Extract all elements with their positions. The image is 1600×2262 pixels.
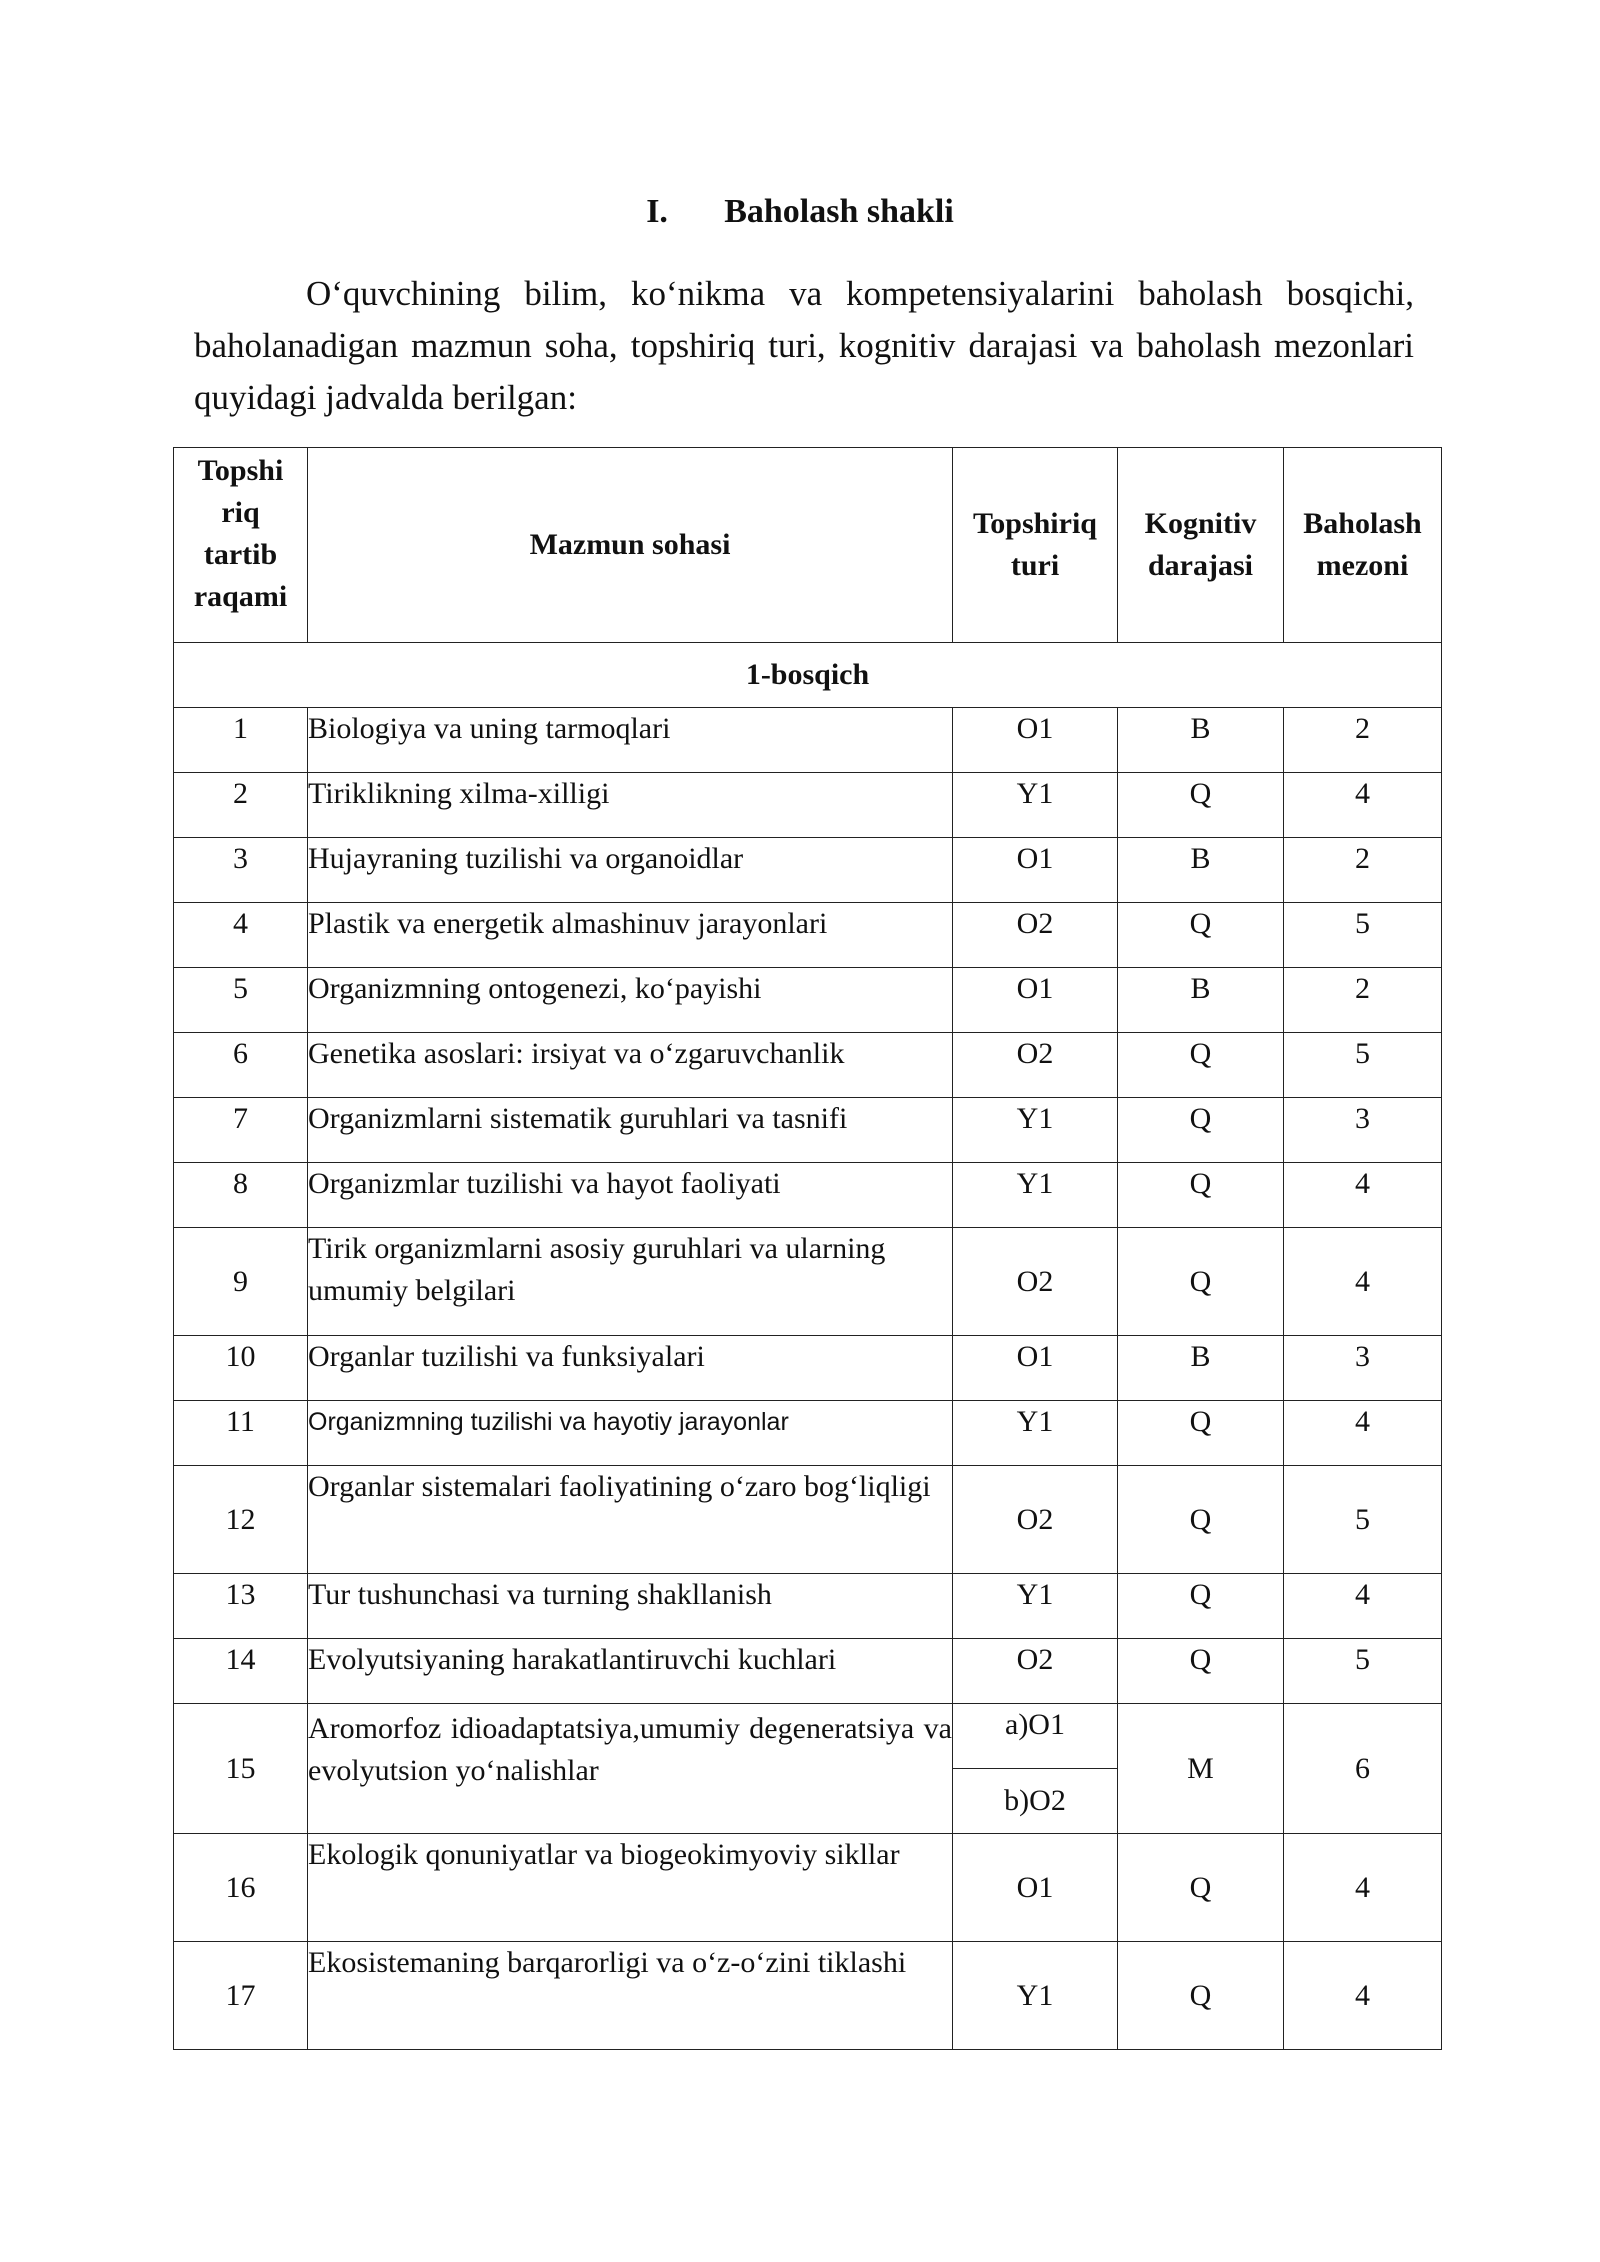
stage-label: 1-bosqich: [174, 643, 1442, 708]
row-number: 7: [174, 1098, 308, 1163]
row-task-type: Y1: [953, 773, 1118, 838]
row-content: Aromorfoz idioadaptatsiya,umumiy degeneratsiya va evolyutsion yo‘nalishlar: [308, 1704, 953, 1834]
row-content: Organizmning tuzilishi va hayotiy jarayonlar: [308, 1401, 953, 1466]
table-row: [174, 1639, 1442, 1704]
row-number: 5: [174, 968, 308, 1033]
header-cognitive-line: darajasi: [1148, 549, 1253, 582]
table-row: [174, 1834, 1442, 1942]
row-content: Organlar tuzilishi va funksiyalari: [308, 1336, 953, 1401]
row-score: 4: [1284, 773, 1442, 838]
row-task-type: Y1: [953, 1098, 1118, 1163]
row-score: 5: [1284, 1466, 1442, 1574]
row-cognitive: B: [1118, 838, 1284, 903]
header-content: Mazmun sohasi: [308, 448, 953, 643]
header-number-line: riq: [221, 496, 260, 529]
table-row: [174, 708, 1442, 773]
row-score: 5: [1284, 903, 1442, 968]
table-row: [174, 1163, 1442, 1228]
row-number: 6: [174, 1033, 308, 1098]
header-criteria-line: Baholash: [1303, 507, 1422, 540]
row-task-type-b: b)O2: [953, 1769, 1118, 1834]
row-cognitive: Q: [1118, 1033, 1284, 1098]
row-score: 4: [1284, 1834, 1442, 1942]
header-task-type-line: Topshiriq: [973, 507, 1097, 540]
row-content: Organizmlar tuzilishi va hayot faoliyati: [308, 1163, 953, 1228]
row-content: Hujayraning tuzilishi va organoidlar: [308, 838, 953, 903]
row-task-type: O2: [953, 903, 1118, 968]
table-row: [174, 773, 1442, 838]
row-score: 3: [1284, 1098, 1442, 1163]
row-score: 4: [1284, 1574, 1442, 1639]
intro-paragraph: O‘quvchining bilim, ko‘nikma va kompetensiyalarini baholash bosqichi, baholanadigan mazmun soha, topshiriq turi, kognitiv darajasi va baholash mezonlari quyidagi jadvalda berilgan:: [194, 274, 1414, 417]
row-content: Evolyutsiyaning harakatlantiruvchi kuchlari: [308, 1639, 953, 1704]
row-cognitive: Q: [1118, 1834, 1284, 1942]
row-task-type: O1: [953, 838, 1118, 903]
table-row: [174, 1401, 1442, 1466]
table-row: [174, 1098, 1442, 1163]
row-cognitive: Q: [1118, 1163, 1284, 1228]
section-number: I.: [646, 193, 668, 230]
row-cognitive: B: [1118, 968, 1284, 1033]
row-task-type-a: a)O1: [953, 1704, 1118, 1769]
table-row: [174, 903, 1442, 968]
row-score: 5: [1284, 1033, 1442, 1098]
row-cognitive: M: [1118, 1704, 1284, 1834]
row-score: 4: [1284, 1228, 1442, 1336]
row-score: 5: [1284, 1639, 1442, 1704]
row-task-type: O2: [953, 1228, 1118, 1336]
row-number: 4: [174, 903, 308, 968]
row-number: 17: [174, 1942, 308, 2050]
row-number: 2: [174, 773, 308, 838]
row-task-type: O1: [953, 1336, 1118, 1401]
row-score: 3: [1284, 1336, 1442, 1401]
row-cognitive: Q: [1118, 773, 1284, 838]
row-content: Organizmning ontogenezi, ko‘payishi: [308, 968, 953, 1033]
row-cognitive: Q: [1118, 1942, 1284, 2050]
row-score: 4: [1284, 1942, 1442, 2050]
row-number: 10: [174, 1336, 308, 1401]
row-score: 2: [1284, 708, 1442, 773]
table-row: [174, 838, 1442, 903]
header-task-type: [953, 448, 1118, 643]
row-cognitive: B: [1118, 1336, 1284, 1401]
row-cognitive: Q: [1118, 1098, 1284, 1163]
header-number-line: tartib: [203, 538, 278, 571]
table-row: [174, 968, 1442, 1033]
row-number: 13: [174, 1574, 308, 1639]
row-cognitive: B: [1118, 708, 1284, 773]
table-row: [174, 1033, 1442, 1098]
row-score: 4: [1284, 1163, 1442, 1228]
row-number: 1: [174, 708, 308, 773]
row-content: Ekologik qonuniyatlar va biogeokimyoviy sikllar: [308, 1834, 953, 1942]
header-number-line: raqami: [193, 580, 288, 613]
row-task-type: Y1: [953, 1401, 1118, 1466]
row-cognitive: Q: [1118, 1639, 1284, 1704]
row-content: Tiriklikning xilma-xilligi: [308, 773, 953, 838]
row-content: Organlar sistemalari faoliyatining o‘zaro bog‘liqligi: [308, 1466, 953, 1574]
table-row: [174, 1228, 1442, 1336]
row-score: 2: [1284, 968, 1442, 1033]
row-number: 14: [174, 1639, 308, 1704]
section-title: Baholash shakli: [724, 193, 954, 230]
row-cognitive: Q: [1118, 1466, 1284, 1574]
header-task-type-line: turi: [1010, 549, 1060, 582]
table-row: [174, 1942, 1442, 2050]
section-heading: [0, 188, 1600, 236]
row-content: Genetika asoslari: irsiyat va o‘zgaruvchanlik: [308, 1033, 953, 1098]
row-number: 15: [174, 1704, 308, 1834]
table-row: [174, 1336, 1442, 1401]
table-row: [174, 1466, 1442, 1574]
stage-row: [174, 643, 1442, 708]
row-task-type: O2: [953, 1639, 1118, 1704]
row-task-type: Y1: [953, 1163, 1118, 1228]
row-score: 6: [1284, 1704, 1442, 1834]
row-number: 12: [174, 1466, 308, 1574]
row-number: 3: [174, 838, 308, 903]
row-content: Organizmlarni sistematik guruhlari va tasnifi: [308, 1098, 953, 1163]
row-number: 11: [174, 1401, 308, 1466]
row-cognitive: Q: [1118, 1574, 1284, 1639]
row-task-type: O1: [953, 1834, 1118, 1942]
row-task-type: Y1: [953, 1574, 1118, 1639]
header-cognitive-line: Kognitiv: [1144, 507, 1257, 540]
row-content: Plastik va energetik almashinuv jarayonlari: [308, 903, 953, 968]
row-task-type: O1: [953, 708, 1118, 773]
row-cognitive: Q: [1118, 903, 1284, 968]
row-task-type: O1: [953, 968, 1118, 1033]
row-number: 9: [174, 1228, 308, 1336]
row-content: Tirik organizmlarni asosiy guruhlari va ularning umumiy belgilari: [308, 1228, 953, 1336]
row-score: 4: [1284, 1401, 1442, 1466]
row-content: Tur tushunchasi va turning shakllanish: [308, 1574, 953, 1639]
assessment-table: [173, 447, 1442, 2050]
row-task-type: O2: [953, 1466, 1118, 1574]
row-content: Ekosistemaning barqarorligi va o‘z-o‘zini tiklashi: [308, 1942, 953, 2050]
table-row: [174, 1704, 1442, 1769]
row-score: 2: [1284, 838, 1442, 903]
header-cognitive-level: [1118, 448, 1284, 643]
row-number: 16: [174, 1834, 308, 1942]
table-row: [174, 1574, 1442, 1639]
row-cognitive: Q: [1118, 1401, 1284, 1466]
header-number-line: Topshi: [197, 454, 284, 487]
row-task-type: O2: [953, 1033, 1118, 1098]
row-cognitive: Q: [1118, 1228, 1284, 1336]
row-number: 8: [174, 1163, 308, 1228]
row-content: Biologiya va uning tarmoqlari: [308, 708, 953, 773]
header-criteria-line: mezoni: [1316, 549, 1409, 582]
header-number: [174, 448, 308, 643]
row-task-type: Y1: [953, 1942, 1118, 2050]
table-header-row: [174, 448, 1442, 643]
header-criteria: [1284, 448, 1442, 643]
